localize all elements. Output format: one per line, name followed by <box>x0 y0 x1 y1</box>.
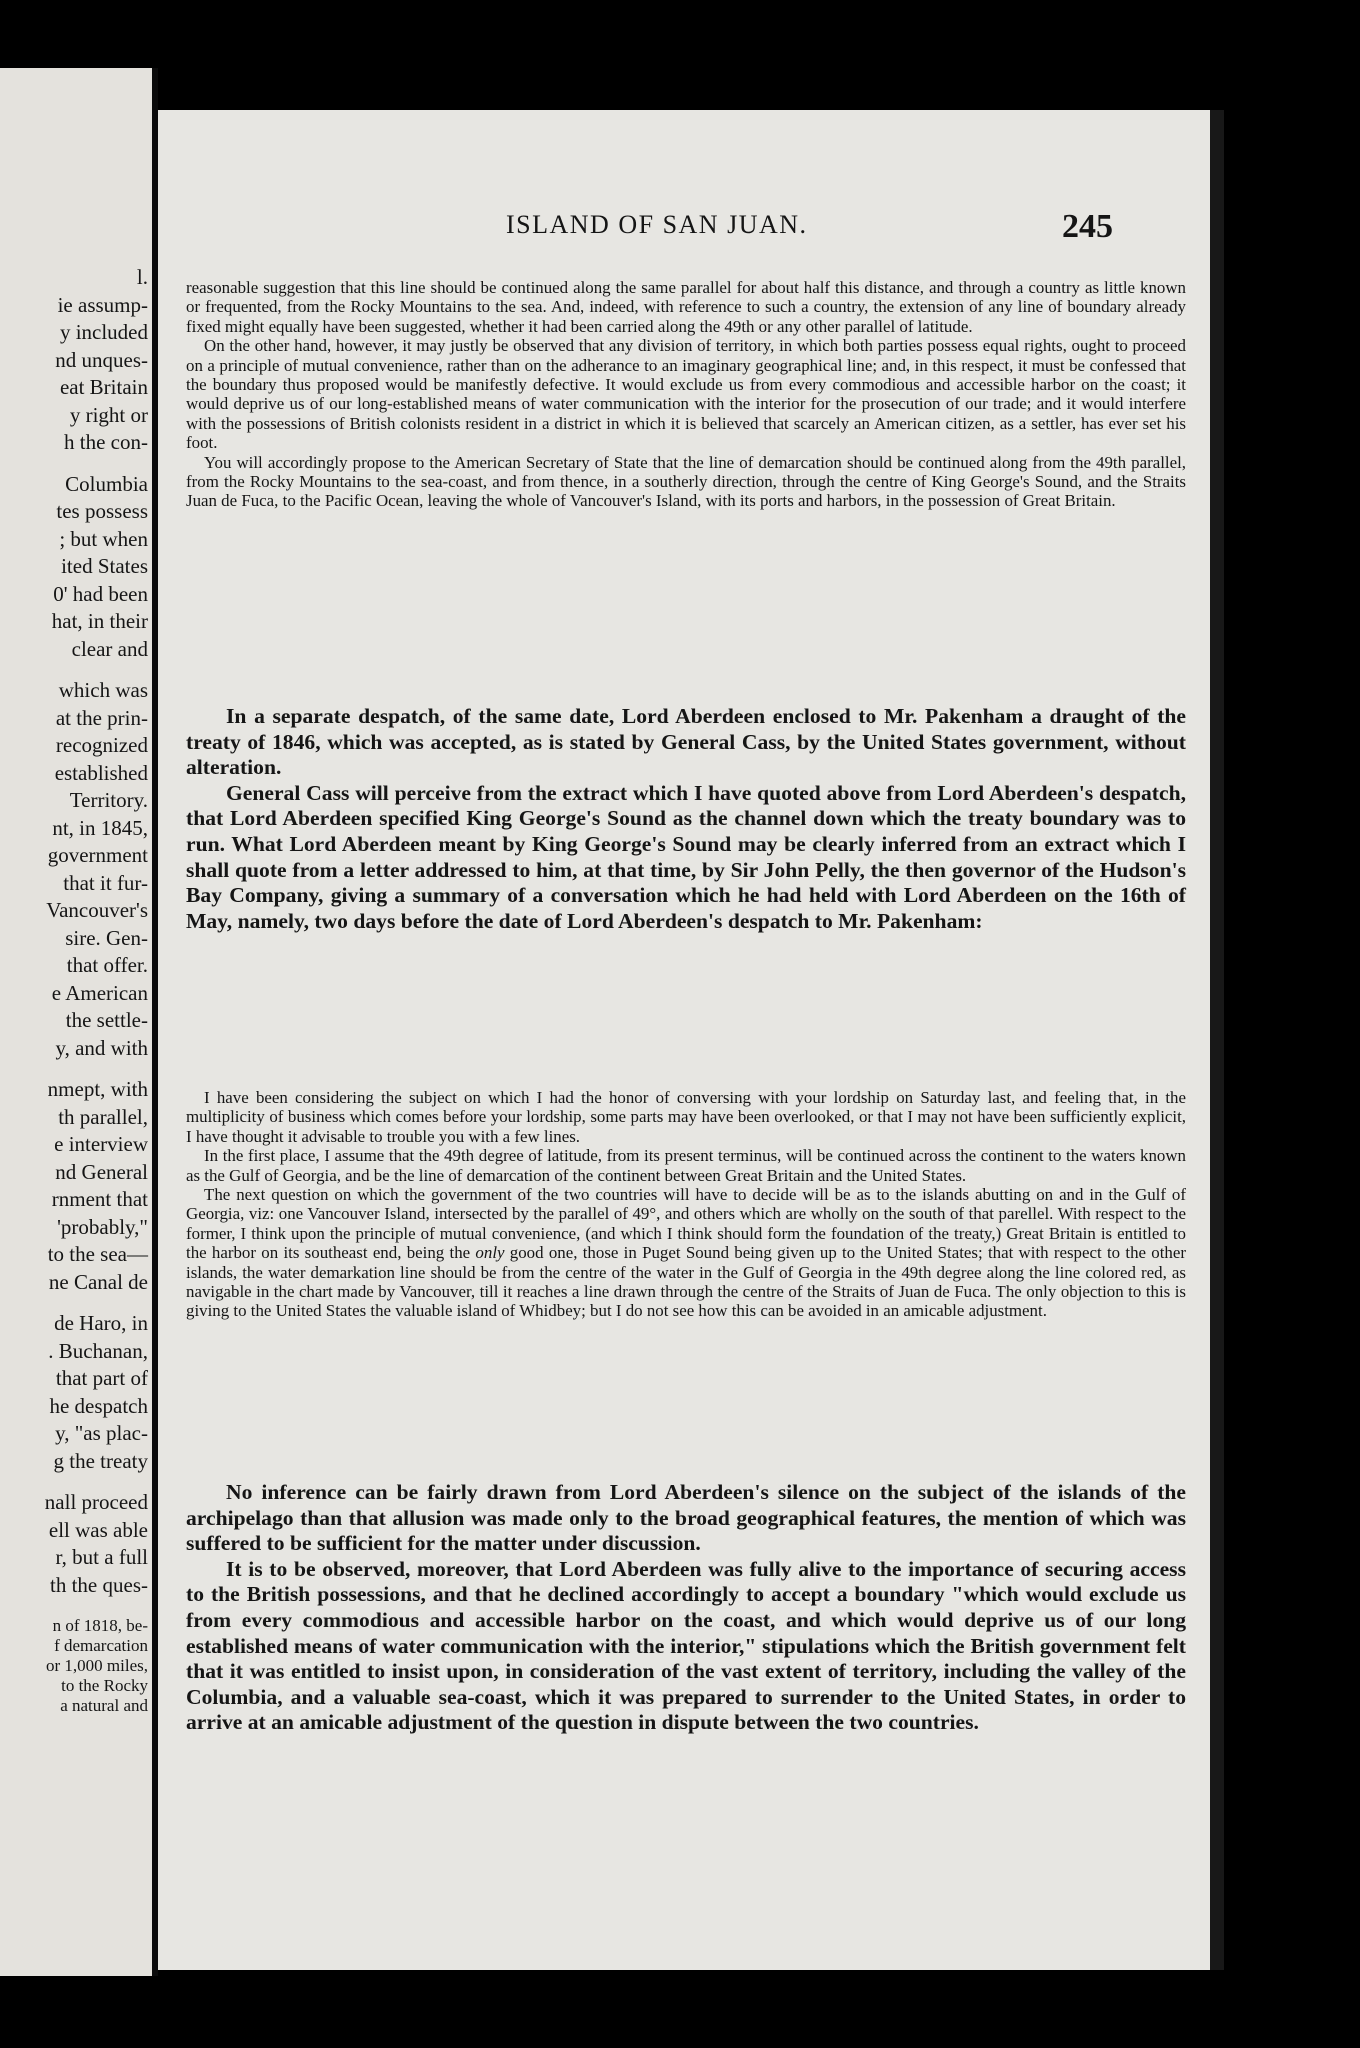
left-page-line: nd unques- <box>55 347 148 372</box>
left-page-line: that it fur- <box>63 870 148 895</box>
left-page-line: ; but when <box>59 526 148 551</box>
left-page-line: l. <box>136 265 148 289</box>
body1-paragraph-1: In a separate despatch, of the same date, Lord Aberdeen enclosed to Mr. Pakenham a draught of the treaty of 1846, which was accepted, as is stated by General Cass, by the United States government, without alteration. <box>186 704 1186 780</box>
body-block-2 <box>186 1480 1186 1736</box>
quote2-p3-text-b: good one, those in Puget Sound being given up to the United States; that with respect to the other islands, the water demarkation line should be from the centre of the water in the Gulf of Georgia in the 49th degree along the line colored red, as navigable in the chart made by Vancouver, till it reaches a line drawn through the centre of the Straits of Juan de Fuca. The only objection to this is giving to the United States the valuable island of Whidbey; but I do not see how this can be avoided in an amicable adjustment. <box>186 1243 1186 1321</box>
left-page-line: established <box>54 760 148 785</box>
right-page-edge <box>1210 110 1224 1970</box>
quote2-p3-text-a: The next question on which the government of the two countries will have to decide will be as to the islands abutting on and in the Gulf of Georgia, viz: one Vancouver Island, intersected by the parallel of 49°, and others which are wholly on the south of that parellel. With respect to the former, I think upon the principle of mutual convenience, (and which I think should form the foundation of the treaty,) Great Britain is entitled to the harbor on its southeast end, being the <box>186 1185 1186 1263</box>
quote2-paragraph-2: In the first place, I assume that the 49th degree of latitude, from its present terminus, will be continued across the continent to the waters known as the Gulf of Georgia, and be the line of demarcation of the continent between Great Britain and the United States. <box>186 1146 1186 1185</box>
left-page-line: hat, in their <box>51 609 148 633</box>
left-page-line: y, "as plac- <box>55 1421 148 1445</box>
left-page-line: e interview <box>54 1132 148 1156</box>
left-page-line: Vancouver's <box>46 898 148 922</box>
quote1-paragraph-2: On the other hand, however, it may justly be observed that any division of territory, in which both parties possess equal rights, ought to proceed on a principle of mutual convenience, rather than on the adherance to an imaginary geographical line; and, in this respect, it must be confessed that the boundary thus proposed would be manifestly defective. It would exclude us from every commodious and accessible harbor on the coast; it would deprive us of our long-established means of water communication with the interior for the prosecution of our trade; and it would interfere with the possessions of British colonists resident in a district in which it is believed that scarcely an American citizen, as a settler, has ever set his foot. <box>186 336 1186 453</box>
left-page-fragment <box>0 68 152 1976</box>
left-page-line: y included <box>59 320 148 344</box>
left-page-line: government <box>47 843 148 867</box>
quote1-paragraph-3: You will accordingly propose to the American Secretary of State that the line of demarcation should be continued along from the 49th parallel, from the Rocky Mountains to the sea-coast, and from thence, in a southerly direction, through the centre of King George's Sound, and the Straits Juan de Fuca, to the Pacific Ocean, leaving the whole of Vancouver's Island, with its ports and harbors, in the possession of Great Britain. <box>186 452 1186 511</box>
page-number: 245 <box>1062 208 1113 245</box>
left-page-line: r, but a full <box>55 1545 148 1569</box>
left-page-line: at the prin- <box>55 705 148 730</box>
left-page-line: the settle- <box>65 1008 148 1032</box>
main-page <box>158 110 1210 1970</box>
left-page-line: rnment that <box>51 1187 148 1211</box>
quote2-paragraph-1: I have been considering the subject on which I had the honor of conversing with your lordship on Saturday last, and feeling that, in the multiplicity of business which comes before your lordship, some parts may have been overlooked, or that I may not have been sufficiently explicit, I have thought it advisable to trouble you with a few lines. <box>186 1088 1186 1146</box>
left-page-line: f demarcation <box>54 1636 148 1655</box>
body2-paragraph-1: No inference can be fairly drawn from Lord Aberdeen's silence on the subject of the islands of the archipelago than that allusion was made only to the broad geographical features, the mention of which was suffered to be sufficient for the matter under discussion. <box>186 1480 1186 1556</box>
left-page-line: nd General <box>55 1159 148 1184</box>
left-page-line: which was <box>58 678 148 702</box>
quote-block-2 <box>186 1088 1186 1321</box>
left-page-line: ell was able <box>48 1517 148 1542</box>
left-page-line: nall proceed <box>44 1490 148 1514</box>
left-page-line: or 1,000 miles, <box>46 1656 148 1675</box>
quote2-paragraph-3 <box>186 1185 1186 1321</box>
body1-paragraph-2: General Cass will perceive from the extract which I have quoted above from Lord Aberdeen's despatch, that Lord Aberdeen specified King George's Sound as the channel down which the treaty boundary was to run. What Lord Aberdeen meant by King George's Sound may be clearly inferred from an extract which I shall quote from a letter addressed to him, at that time, by Sir John Pelly, the then governor of the Hudson's Bay Company, giving a summary of a conversation which he had held with Lord Aberdeen on the 16th of May, namely, two days before the date of Lord Aberdeen's despatch to Mr. Pakenham: <box>186 780 1186 933</box>
quote-block-1 <box>186 278 1186 511</box>
left-page-line: g the treaty <box>53 1448 148 1473</box>
left-page-line: eat Britain <box>59 375 148 399</box>
left-page-line: Territory. <box>69 788 148 812</box>
left-page-line: th parallel, <box>58 1104 148 1129</box>
left-page-line: nt, in 1845, <box>52 815 148 840</box>
left-page-line: y, and with <box>55 1035 148 1060</box>
left-page-line: n of 1818, be- <box>52 1616 148 1635</box>
left-page-line: to the sea— <box>47 1242 148 1266</box>
left-page-line: tes possess <box>56 499 148 523</box>
left-page-line: de Haro, in <box>54 1311 148 1335</box>
left-page-line: 'probably," <box>57 1214 148 1239</box>
left-page-line: recognized <box>55 733 148 757</box>
running-head: ISLAND OF SAN JUAN. <box>506 210 808 239</box>
left-page-line: h the con- <box>64 430 148 454</box>
left-page-line: clear and <box>71 636 148 661</box>
quote2-p3-emphasis: only <box>475 1243 505 1263</box>
left-page-line: nmept, with <box>47 1077 148 1101</box>
left-page-line: 0' had been <box>53 581 148 606</box>
left-page-line: Columbia <box>65 471 148 496</box>
left-page-line: sire. Gen- <box>65 925 148 950</box>
left-page-line: ited States <box>61 554 148 578</box>
body2-paragraph-2: It is to be observed, moreover, that Lord Aberdeen was fully alive to the importance of securing access to the British possessions, and that he declined accordingly to accept a boundary "which would exclude us from every commodious and accessible harbor on the coast, and which would deprive us of our long established means of water communication with the interior," stipulations which the British government felt that it was entitled to insist upon, in consideration of the vast extent of territory, including the valley of the Columbia, and a valuable sea-coast, which it was prepared to surrender to the United States, in order to arrive at an amicable adjustment of the question in dispute between the two countries. <box>186 1556 1186 1735</box>
left-page-line: ne Canal de <box>48 1269 148 1294</box>
quote1-paragraph-1: reasonable suggestion that this line should be continued along the same parallel for about half this distance, and through a country as little known or frequented, from the Rocky Mountains to the sea. And, indeed, with reference to such a country, the extension of any line of boundary already fixed might equally have been suggested, whether it had been carried along the 49th or any other parallel of latitude. <box>186 278 1186 336</box>
left-page-line: th the ques- <box>50 1572 148 1597</box>
left-page-line: e American <box>51 980 148 1005</box>
left-page-line: to the Rocky <box>61 1676 148 1695</box>
left-page-line: that offer. <box>66 953 148 977</box>
left-page-line: a natural and <box>60 1696 148 1715</box>
left-page-line: ie assump- <box>57 292 148 317</box>
left-page-line: y right or <box>69 402 148 427</box>
left-page-line: he despatch <box>49 1393 148 1418</box>
body-block-1 <box>186 704 1186 934</box>
left-page-line: that part of <box>55 1366 148 1390</box>
left-page-line: . Buchanan, <box>48 1338 148 1363</box>
